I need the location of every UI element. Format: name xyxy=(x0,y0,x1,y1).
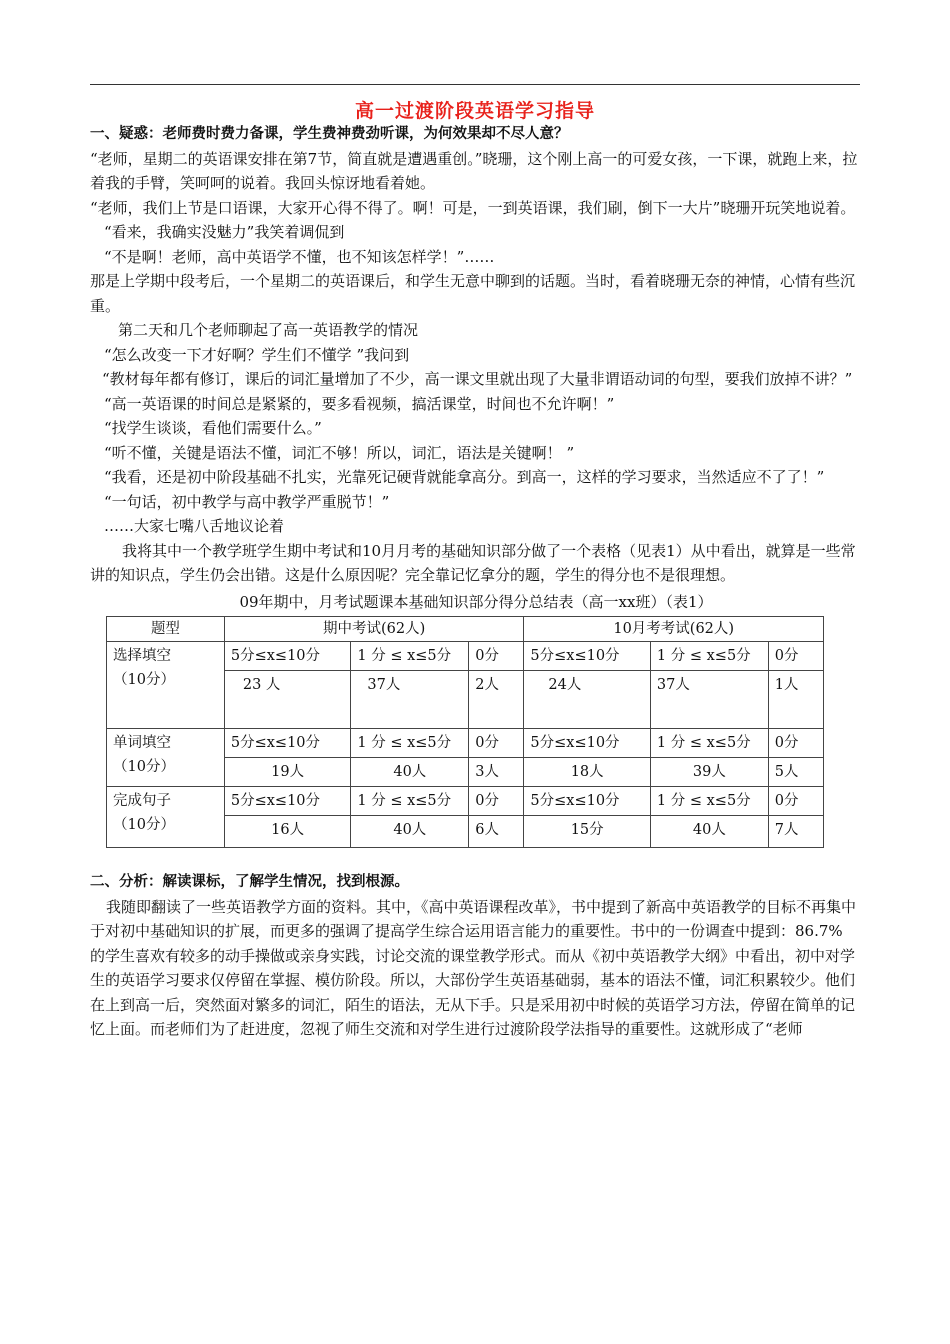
paragraph: “教材每年都有修订，课后的词汇量增加了不少，高一课文里就出现了大量非谓语动词的句型，要我们放掉不讲？” xyxy=(102,370,853,388)
paragraph: “找学生谈谈，看他们需要什么。” xyxy=(104,419,322,437)
category-label: 选择填空 xyxy=(113,648,171,664)
range-cell: 0分 xyxy=(768,729,823,758)
range-cell: 1 分 ≤ x≤5分 xyxy=(650,787,768,816)
range-cell: 0分 xyxy=(768,787,823,816)
category-points: （10分） xyxy=(113,672,175,688)
score-summary-table xyxy=(106,616,824,848)
count-cell: 2人 xyxy=(469,671,524,729)
range-cell: 5分≤x≤10分 xyxy=(524,729,651,758)
table-row xyxy=(107,729,824,758)
range-cell: 5分≤x≤10分 xyxy=(524,642,651,671)
document-title: 高一过渡阶段英语学习指导 xyxy=(354,100,595,122)
count-cell: 18人 xyxy=(524,758,651,787)
header-cell: 10月考考试(62人) xyxy=(524,617,824,642)
range-cell: 5分≤x≤10分 xyxy=(224,729,351,758)
paragraph: ……大家七嘴八舌地议论着 xyxy=(104,517,285,535)
range-cell: 5分≤x≤10分 xyxy=(524,787,651,816)
category-points: （10分） xyxy=(113,759,175,775)
count-cell: 37人 xyxy=(650,671,768,729)
paragraph: 我随即翻读了一些英语教学方面的资料。其中，《高中英语课程改革》，书中提到了新高中英语教学的目标不再集中于对初中基础知识的扩展，而更多的强调了提高学生综合运用语言能力的重要性。书中的一份调查中提到：86.7% 的学生喜欢有较多的动手操做或亲身实践，讨论交流的课堂教学形式。而从《初中英语教学大纲》中看出，初中对学生的英语学习要求仅停留在掌握、模仿阶段。所以，大部份学生英语基础弱，基本的语法不懂，词汇积累较少。他们在上到高一后，突然面对繁多的词汇，陌生的语法，无从下手。只是采用初中时候的英语学习方法，停留在简单的记忆上面。而老师们为了赶进度，忽视了师生交流和对学生进行过渡阶段学法指导的重要性。这就形成了“老师 xyxy=(90,897,857,1038)
paragraph: “一句话，初中教学与高中教学严重脱节！” xyxy=(104,492,390,511)
range-cell: 0分 xyxy=(469,729,524,758)
category-label: 单词填空 xyxy=(113,735,171,751)
paragraph: “我看，还是初中阶段基础不扎实，光靠死记硬背就能拿高分。到高一，这样的学习要求，当然适应不了了！” xyxy=(104,468,825,486)
count-cell: 37人 xyxy=(351,671,469,729)
paragraph: 那是上学期中段考后，一个星期二的英语课后，和学生无意中聊到的话题。当时，看着晓珊无奈的神情，心情有些沉重。 xyxy=(90,272,856,315)
paragraph: “听不懂，关键是语法不懂，词汇不够！所以，词汇，语法是关键啊！ ” xyxy=(104,443,575,462)
table-row xyxy=(107,787,824,816)
table-caption: 09年期中，月考试题课本基础知识部分得分总结表（高一xx班）（表1） xyxy=(239,592,713,611)
header-rule xyxy=(90,84,860,85)
document-body xyxy=(90,122,862,1042)
header-cell: 期中考试(62人) xyxy=(224,617,524,642)
count-cell: 15分 xyxy=(524,816,651,848)
count-cell: 3人 xyxy=(469,758,524,787)
paragraph: “看来，我确实没魅力”我笑着调侃到 xyxy=(104,223,345,241)
paragraph: “高一英语课的时间总是紧紧的，要多看视频，搞活课堂，时间也不允许啊！” xyxy=(104,394,615,413)
count-cell: 1人 xyxy=(768,671,823,729)
paragraph: 第二天和几个老师聊起了高一英语教学的情况 xyxy=(118,321,419,339)
paragraph: “怎么改变一下才好啊？学生们不懂学 ”我问到 xyxy=(104,345,410,364)
header-cell: 题型 xyxy=(107,617,225,642)
paragraph: “不是啊！老师，高中英语学不懂，也不知该怎样学！”…… xyxy=(104,247,495,266)
range-cell: 1 分 ≤ x≤5分 xyxy=(650,642,768,671)
category-points: （10分） xyxy=(113,817,175,833)
category-label: 完成句子 xyxy=(113,793,171,809)
count-cell: 23 人 xyxy=(224,671,351,729)
category-cell xyxy=(107,787,225,848)
range-cell: 1 分 ≤ x≤5分 xyxy=(351,642,469,671)
count-cell: 16人 xyxy=(224,816,351,848)
range-cell: 1 分 ≤ x≤5分 xyxy=(351,729,469,758)
count-cell: 5人 xyxy=(768,758,823,787)
range-cell: 0分 xyxy=(469,787,524,816)
spacer xyxy=(90,848,862,870)
range-cell: 0分 xyxy=(469,642,524,671)
count-cell: 40人 xyxy=(650,816,768,848)
range-cell: 0分 xyxy=(768,642,823,671)
table-header-row xyxy=(107,617,824,642)
count-cell: 24人 xyxy=(524,671,651,729)
count-cell: 40人 xyxy=(351,758,469,787)
category-cell xyxy=(107,729,225,787)
category-cell xyxy=(107,642,225,729)
range-cell: 1 分 ≤ x≤5分 xyxy=(351,787,469,816)
range-cell: 5分≤x≤10分 xyxy=(224,642,351,671)
section1-heading: 一、疑惑：老师费时费力备课，学生费神费劲听课，为何效果却不尽人意？ xyxy=(90,126,569,142)
paragraph: “老师，我们上节是口语课，大家开心得不得了。啊！可是，一到英语课，我们刷，倒下一大片”晓珊开玩笑地说着。 xyxy=(90,198,856,217)
section2-heading: 二、分析：解读课标，了解学生情况，找到根源。 xyxy=(90,874,409,890)
count-cell: 19人 xyxy=(224,758,351,787)
table-row xyxy=(107,642,824,671)
count-cell: 40人 xyxy=(351,816,469,848)
count-cell: 7人 xyxy=(768,816,823,848)
count-cell: 6人 xyxy=(469,816,524,848)
range-cell: 1 分 ≤ x≤5分 xyxy=(650,729,768,758)
range-cell: 5分≤x≤10分 xyxy=(224,787,351,816)
paragraph: 我将其中一个教学班学生期中考试和10月月考的基础知识部分做了一个表格（见表1）从中看出，就算是一些常讲的知识点，学生仍会出错。这是什么原因呢？完全靠记忆拿分的题，学生的得分也不是很理想。 xyxy=(90,541,856,584)
paragraph: “老师，星期二的英语课安排在第7节，简直就是遭遇重创。”晓珊，这个刚上高一的可爱女孩，一下课，就跑上来，拉着我的手臂，笑呵呵的说着。我回头惊讶地看着她。 xyxy=(90,149,858,192)
count-cell: 39人 xyxy=(650,758,768,787)
